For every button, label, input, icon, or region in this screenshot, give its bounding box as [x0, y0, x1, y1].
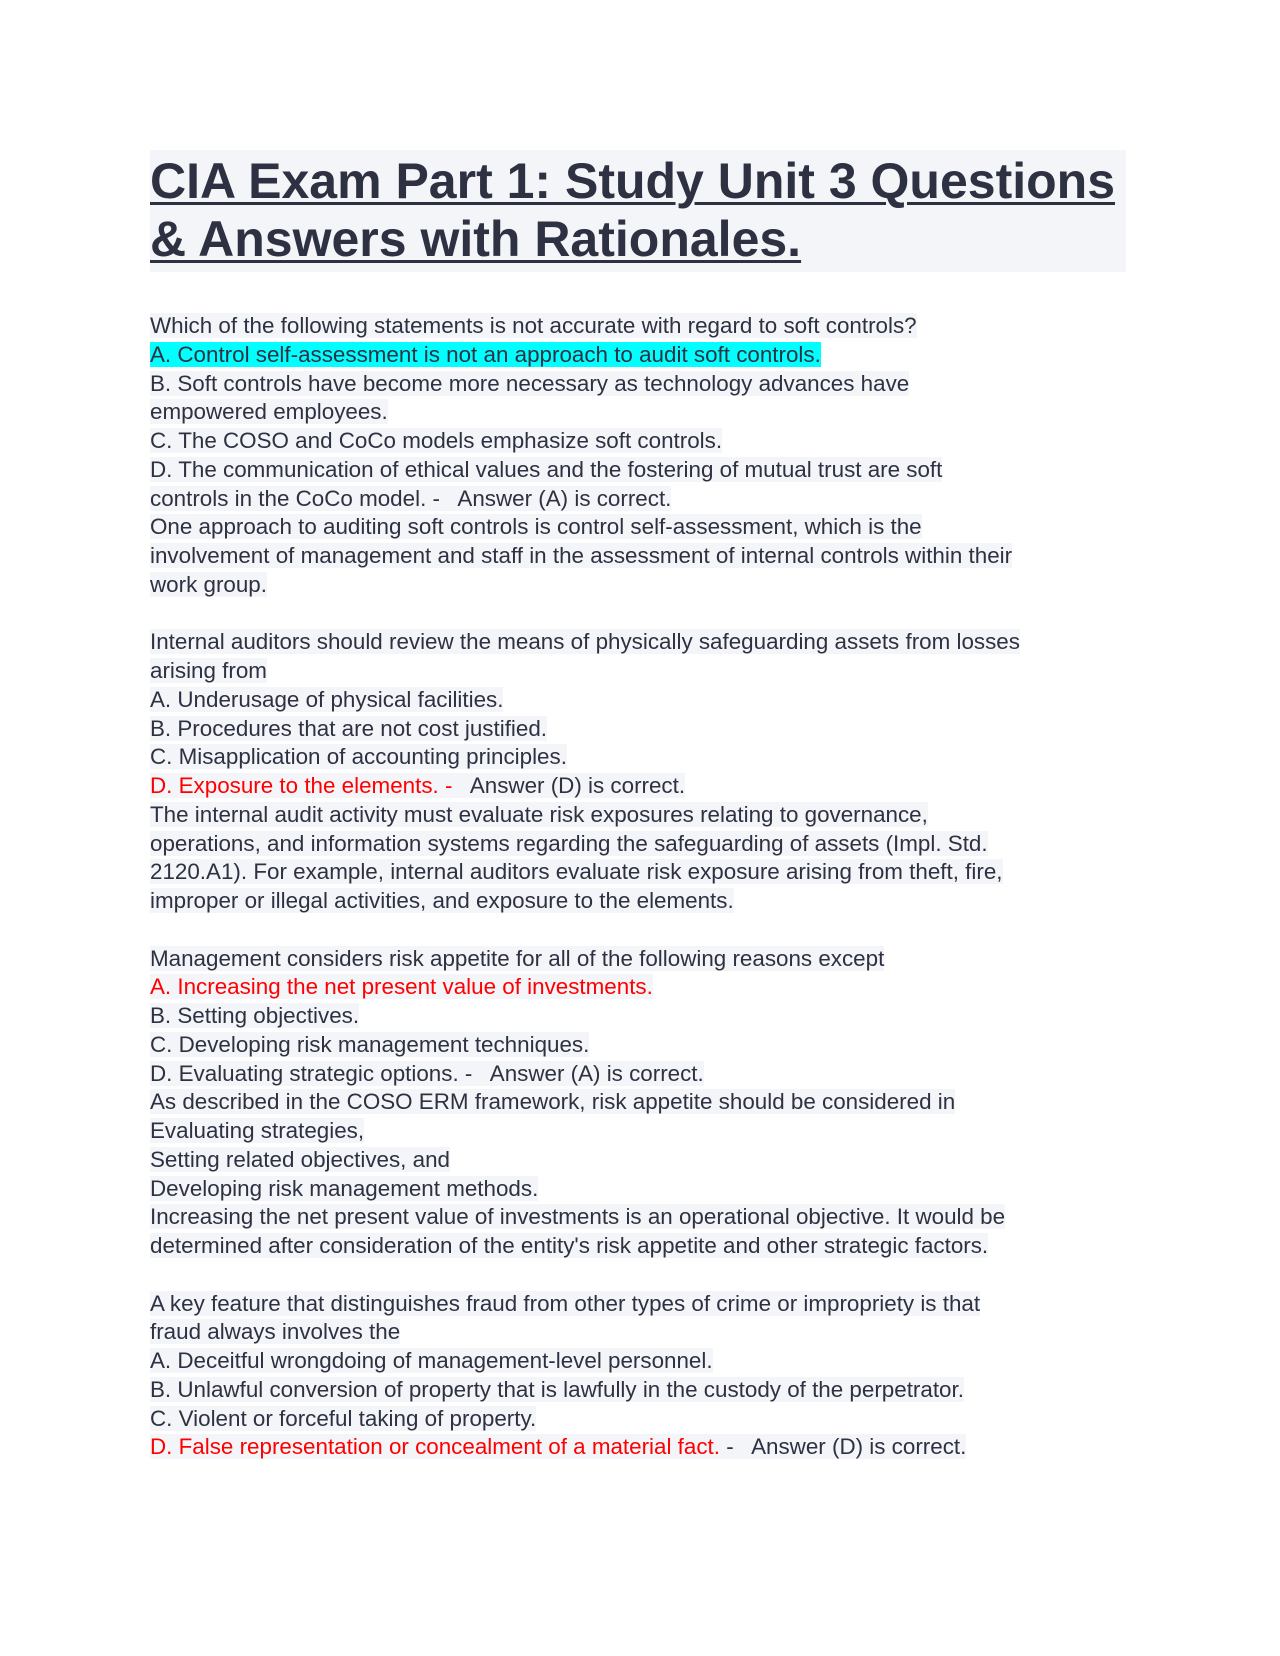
document-title-block [150, 150, 1126, 272]
text-line [150, 427, 1140, 456]
text-line [150, 1405, 1140, 1434]
text-line [150, 657, 1140, 686]
correct-answer-text: D. Exposure to the elements. - [150, 773, 453, 798]
text-line [150, 772, 1140, 801]
document-title: CIA Exam Part 1: Study Unit 3 Questions & Answers with Rationales. [150, 153, 1116, 267]
text-line [150, 398, 1140, 427]
text-line [150, 1175, 1140, 1204]
text-line [150, 1376, 1140, 1405]
line-text: C. The COSO and CoCo models emphasize soft controls. [150, 428, 723, 453]
text-line [150, 1117, 1140, 1146]
line-text: Which of the following statements is not accurate with regard to soft controls? [150, 313, 917, 338]
text-line [150, 542, 1140, 571]
line-text: Evaluating strategies, [150, 1118, 365, 1143]
text-line [150, 1203, 1140, 1232]
text-line [150, 485, 1140, 514]
line-text: C. Violent or forceful taking of property. [150, 1405, 537, 1431]
text-line [150, 945, 1140, 974]
line-text: Answer (D) is correct. [452, 773, 686, 798]
line-text: B. Soft controls have become more necessary as technology advances have [150, 370, 910, 396]
text-line [150, 1318, 1140, 1347]
line-text: A key feature that distinguishes fraud from other types of crime or impropriety is that [150, 1290, 981, 1316]
line-text: Management considers risk appetite for all of the following reasons except [150, 945, 885, 971]
line-text: The internal audit activity must evaluate risk exposures relating to governance, [150, 801, 928, 827]
text-line [150, 571, 1140, 600]
blank-line [150, 916, 1140, 945]
line-text: improper or illegal activities, and exposure to the elements. [150, 888, 734, 913]
line-text: operations, and information systems regarding the safeguarding of assets (Impl. Std. [150, 830, 988, 856]
text-line [150, 858, 1140, 887]
text-line [150, 887, 1140, 916]
text-line [150, 830, 1140, 859]
line-text: 2120.A1). For example, internal auditors evaluate risk exposure arising from theft, fire, [150, 859, 1003, 885]
document-body [150, 312, 1140, 1462]
text-line [150, 1088, 1140, 1117]
text-line [150, 1031, 1140, 1060]
line-text: C. Misapplication of accounting principles. [150, 744, 567, 770]
correct-answer-text: D. False representation or concealment of a material fact. [150, 1434, 720, 1460]
line-text: fraud always involves the [150, 1319, 401, 1345]
text-line [150, 715, 1140, 744]
text-line [150, 743, 1140, 772]
line-text: work group. [150, 571, 267, 597]
line-text: arising from [150, 658, 267, 683]
text-line [150, 341, 1140, 370]
line-text: determined after consideration of the entity's risk appetite and other strategic factors. [150, 1233, 989, 1258]
text-line [150, 1146, 1140, 1175]
line-text: A. Underusage of physical facilities. [150, 686, 504, 712]
line-text: As described in the COSO ERM framework, risk appetite should be considered in [150, 1089, 956, 1115]
line-text: - Answer (D) is correct. [720, 1434, 967, 1460]
text-line [150, 513, 1140, 542]
text-line [150, 312, 1140, 341]
line-text: Internal auditors should review the means of physically safeguarding assets from losses [150, 629, 1020, 655]
line-text: Increasing the net present value of investments is an operational objective. It would be [150, 1204, 1006, 1230]
text-line [150, 1433, 1140, 1462]
line-text: B. Setting objectives. [150, 1003, 360, 1028]
text-line [150, 1347, 1140, 1376]
text-line [150, 1060, 1140, 1089]
line-text: D. Evaluating strategic options. - Answer (A) is correct. [150, 1060, 704, 1086]
line-text: controls in the CoCo model. - Answer (A) is correct. [150, 485, 672, 511]
blank-line [150, 1261, 1140, 1290]
line-text: One approach to auditing soft controls is control self-assessment, which is the [150, 514, 922, 540]
line-text: B. Procedures that are not cost justified. [150, 715, 548, 741]
text-line [150, 1232, 1140, 1261]
text-line [150, 801, 1140, 830]
correct-answer-text: A. Increasing the net present value of investments. [150, 974, 653, 1000]
line-text: Developing risk management methods. [150, 1175, 539, 1201]
blank-line [150, 600, 1140, 629]
text-line [150, 1002, 1140, 1031]
line-text: empowered employees. [150, 399, 388, 425]
text-line [150, 628, 1140, 657]
line-text: C. Developing risk management techniques. [150, 1031, 590, 1057]
line-text: involvement of management and staff in the assessment of internal controls within their [150, 543, 1013, 568]
line-text: A. Deceitful wrongdoing of management-level personnel. [150, 1348, 713, 1373]
line-text: B. Unlawful conversion of property that is lawfully in the custody of the perpetrator. [150, 1376, 964, 1402]
text-line [150, 973, 1140, 1002]
line-text: Setting related objectives, and [150, 1146, 450, 1172]
text-line [150, 686, 1140, 715]
line-text: D. The communication of ethical values and the fostering of mutual trust are soft [150, 456, 943, 482]
highlighted-answer-text: A. Control self-assessment is not an approach to audit soft controls. [150, 341, 821, 367]
text-line [150, 370, 1140, 399]
text-line [150, 456, 1140, 485]
text-line [150, 1290, 1140, 1319]
